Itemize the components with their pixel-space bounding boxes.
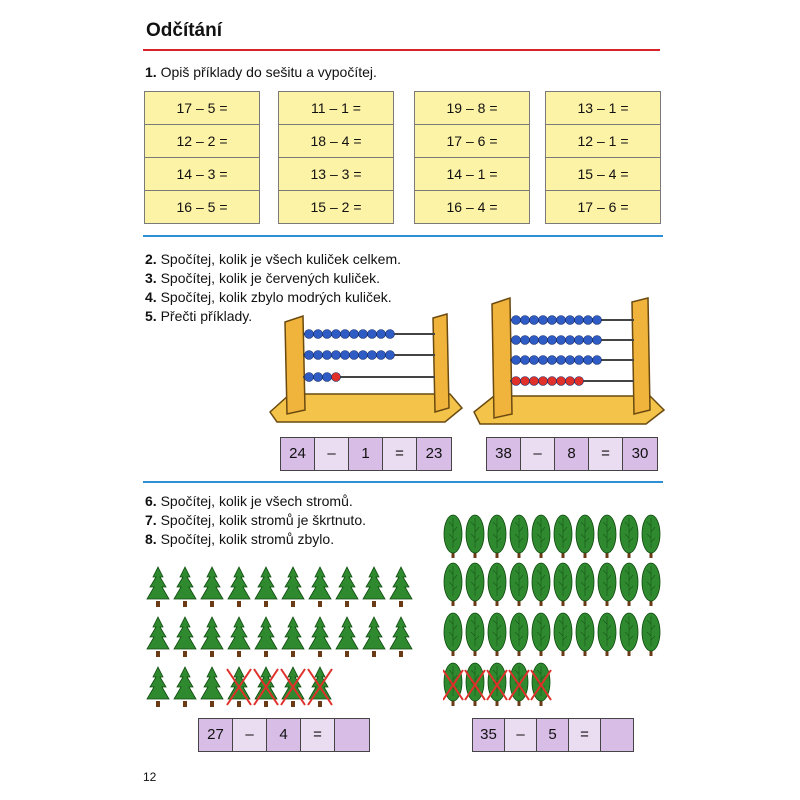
task-number: 1. bbox=[145, 64, 157, 80]
abacus-1-illustration bbox=[265, 310, 465, 425]
exercise-item: 17 – 5 = bbox=[145, 92, 259, 125]
exercise-item: 15 – 2 = bbox=[310, 199, 362, 215]
task-text: Spočítej, kolik je červených kuliček. bbox=[160, 270, 381, 286]
tree-row-1 bbox=[147, 567, 412, 607]
equation-equals: = bbox=[383, 438, 417, 470]
equation-equals: = bbox=[301, 719, 335, 751]
equation-abacus-1 bbox=[280, 437, 452, 471]
exercise-item: 15 – 4 = bbox=[546, 158, 660, 191]
bead-row bbox=[512, 316, 602, 325]
equation-operand: 5 bbox=[537, 719, 569, 751]
title-divider bbox=[143, 49, 660, 51]
task-text: Spočítej, kolik je všech stromů. bbox=[160, 493, 353, 509]
task-text: Spočítej, kolik zbylo modrých kuliček. bbox=[160, 289, 392, 305]
exercise-item: 13 – 3 = bbox=[279, 158, 393, 191]
task-5 bbox=[145, 307, 252, 326]
equation-operator: – bbox=[505, 719, 537, 751]
equation-result: 30 bbox=[623, 438, 657, 470]
equation-answer-blank[interactable] bbox=[601, 719, 633, 751]
bead-row bbox=[512, 377, 584, 386]
task-number: 7. bbox=[145, 512, 157, 528]
exercise-item: 16 – 5 = bbox=[176, 199, 228, 215]
tree-row-3 bbox=[444, 613, 660, 656]
page-number: 12 bbox=[143, 770, 157, 784]
task-number: 4. bbox=[145, 289, 157, 305]
task-number: 2. bbox=[145, 251, 157, 267]
task-2 bbox=[145, 250, 401, 269]
equation-operator: – bbox=[521, 438, 555, 470]
task-text: Přečti příklady. bbox=[160, 308, 253, 324]
page-title: Odčítání bbox=[146, 20, 223, 41]
bead-row bbox=[305, 373, 341, 382]
task-number: 3. bbox=[145, 270, 157, 286]
abacus-2-illustration bbox=[470, 296, 666, 426]
equation-trees-2 bbox=[472, 718, 634, 752]
task-1 bbox=[145, 63, 377, 82]
exercise-item: 17 – 6 = bbox=[577, 199, 629, 215]
task-7 bbox=[145, 511, 366, 530]
equation-operand: 8 bbox=[555, 438, 589, 470]
exercise-item: 18 – 4 = bbox=[279, 125, 393, 158]
exercise-item: 11 – 1 = bbox=[279, 92, 393, 125]
bead-row bbox=[305, 330, 395, 339]
equation-answer-blank[interactable] bbox=[335, 719, 369, 751]
equation-equals: = bbox=[569, 719, 601, 751]
task-6 bbox=[145, 492, 353, 511]
section-divider bbox=[143, 235, 663, 237]
task-number: 6. bbox=[145, 493, 157, 509]
equation-trees-1 bbox=[198, 718, 370, 752]
exercise-item: 12 – 1 = bbox=[546, 125, 660, 158]
task-8 bbox=[145, 530, 334, 549]
exercise-item: 12 – 2 = bbox=[145, 125, 259, 158]
deciduous-tree-group bbox=[443, 512, 668, 712]
equation-operand: 24 bbox=[281, 438, 315, 470]
exercise-column-3 bbox=[414, 91, 530, 224]
tree-row-1 bbox=[444, 515, 660, 558]
bead-row bbox=[512, 356, 602, 365]
equation-operand: 4 bbox=[267, 719, 301, 751]
bead-row bbox=[512, 336, 602, 345]
exercise-item: 14 – 1 = bbox=[415, 158, 529, 191]
exercise-item: 16 – 4 = bbox=[446, 199, 498, 215]
task-text: Opiš příklady do sešitu a vypočítej. bbox=[160, 64, 377, 80]
exercise-column-4 bbox=[545, 91, 661, 224]
equation-abacus-2 bbox=[486, 437, 658, 471]
equation-operand: 27 bbox=[199, 719, 233, 751]
equation-operand: 35 bbox=[473, 719, 505, 751]
exercise-column-2 bbox=[278, 91, 394, 224]
bead-row bbox=[305, 351, 395, 360]
equation-result: 23 bbox=[417, 438, 451, 470]
task-3 bbox=[145, 269, 380, 288]
task-text: Spočítej, kolik je všech kuliček celkem. bbox=[160, 251, 402, 267]
exercise-item: 13 – 1 = bbox=[546, 92, 660, 125]
exercise-item: 19 – 8 = bbox=[415, 92, 529, 125]
equation-equals: = bbox=[589, 438, 623, 470]
task-text: Spočítej, kolik stromů je škrtnuto. bbox=[160, 512, 366, 528]
task-4 bbox=[145, 288, 392, 307]
exercise-item: 14 – 3 = bbox=[145, 158, 259, 191]
exercise-column-1 bbox=[144, 91, 260, 224]
task-number: 8. bbox=[145, 531, 157, 547]
section-divider bbox=[143, 481, 663, 483]
tree-row-2 bbox=[147, 617, 412, 657]
tree-row-2 bbox=[444, 563, 660, 606]
exercise-item: 17 – 6 = bbox=[415, 125, 529, 158]
spruce-tree-group bbox=[145, 563, 420, 713]
equation-operator: – bbox=[233, 719, 267, 751]
task-number: 5. bbox=[145, 308, 157, 324]
equation-operator: – bbox=[315, 438, 349, 470]
task-text: Spočítej, kolik stromů zbylo. bbox=[160, 531, 335, 547]
equation-operand: 1 bbox=[349, 438, 383, 470]
equation-operand: 38 bbox=[487, 438, 521, 470]
